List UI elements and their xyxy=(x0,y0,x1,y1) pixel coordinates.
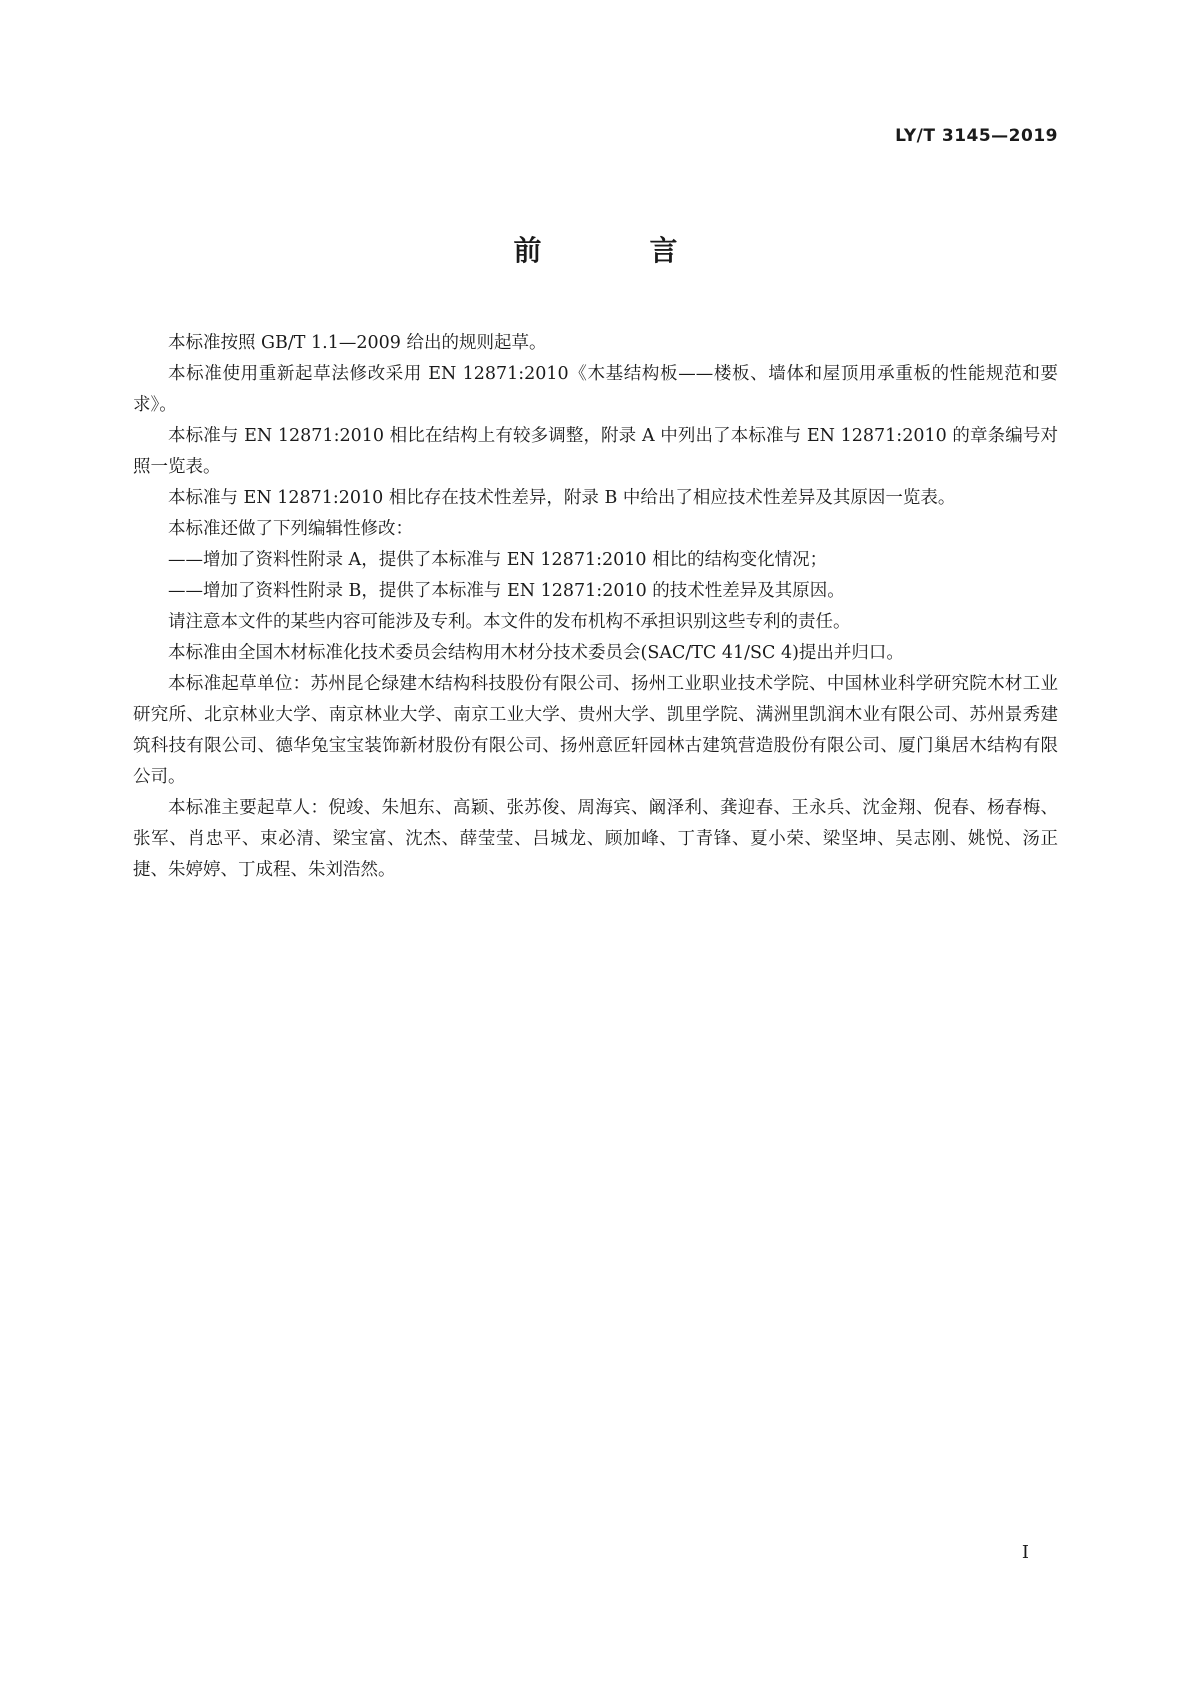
page-title: 前 言 xyxy=(513,234,718,267)
page-number: I xyxy=(1021,1542,1029,1563)
standard-code: LY/T 3145—2019 xyxy=(895,126,1058,146)
foreword-body xyxy=(133,328,1058,886)
list-item-annex-a: ——增加了资料性附录 A，提供了本标准与 EN 12871:2010 相比的结构变化情况； xyxy=(168,550,828,570)
paragraph-adoption: 本标准使用重新起草法修改采用 EN 12871:2010《木基结构板——楼板、墙体和屋顶用承重板的性能规范和要求》。 xyxy=(133,364,1058,415)
list-item-annex-b: ——增加了资料性附录 B，提供了本标准与 EN 12871:2010 的技术性差异及其原因。 xyxy=(168,581,845,601)
paragraph-patent-notice: 请注意本文件的某些内容可能涉及专利。本文件的发布机构不承担识别这些专利的责任。 xyxy=(168,612,851,632)
paragraph-drafting-units: 本标准起草单位：苏州昆仑绿建木结构科技股份有限公司、扬州工业职业技术学院、中国林业科学研究院木材工业研究所、北京林业大学、南京林业大学、南京工业大学、贵州大学、凯里学院、满洲里凯润木业有限公司、苏州景秀建筑科技有限公司、德华兔宝宝装饰新材股份有限公司、扬州意匠轩园林古建筑营造股份有限公司、厦门巢居木结构有限公司。 xyxy=(133,674,1058,787)
paragraph-structure-changes: 本标准与 EN 12871:2010 相比在结构上有较多调整，附录 A 中列出了本标准与 EN 12871:2010 的章条编号对照一览表。 xyxy=(133,426,1058,477)
paragraph-drafting-rules: 本标准按照 GB/T 1.1—2009 给出的规则起草。 xyxy=(168,333,547,353)
paragraph-drafters: 本标准主要起草人：倪竣、朱旭东、高颖、张苏俊、周海宾、阚泽利、龚迎春、王永兵、沈金翔、倪春、杨春梅、张军、肖忠平、束必清、梁宝富、沈杰、薛莹莹、吕城龙、顾加峰、丁青锋、夏小荣、梁坚坤、吴志刚、姚悦、汤正捷、朱婷婷、丁成程、朱刘浩然。 xyxy=(133,798,1058,880)
paragraph-proposer: 本标准由全国木材标准化技术委员会结构用木材分技术委员会(SAC/TC 41/SC 4)提出并归口。 xyxy=(168,643,904,663)
paragraph-technical-differences: 本标准与 EN 12871:2010 相比存在技术性差异，附录 B 中给出了相应技术性差异及其原因一览表。 xyxy=(168,488,956,508)
paragraph-editorial-changes: 本标准还做了下列编辑性修改： xyxy=(168,519,413,539)
